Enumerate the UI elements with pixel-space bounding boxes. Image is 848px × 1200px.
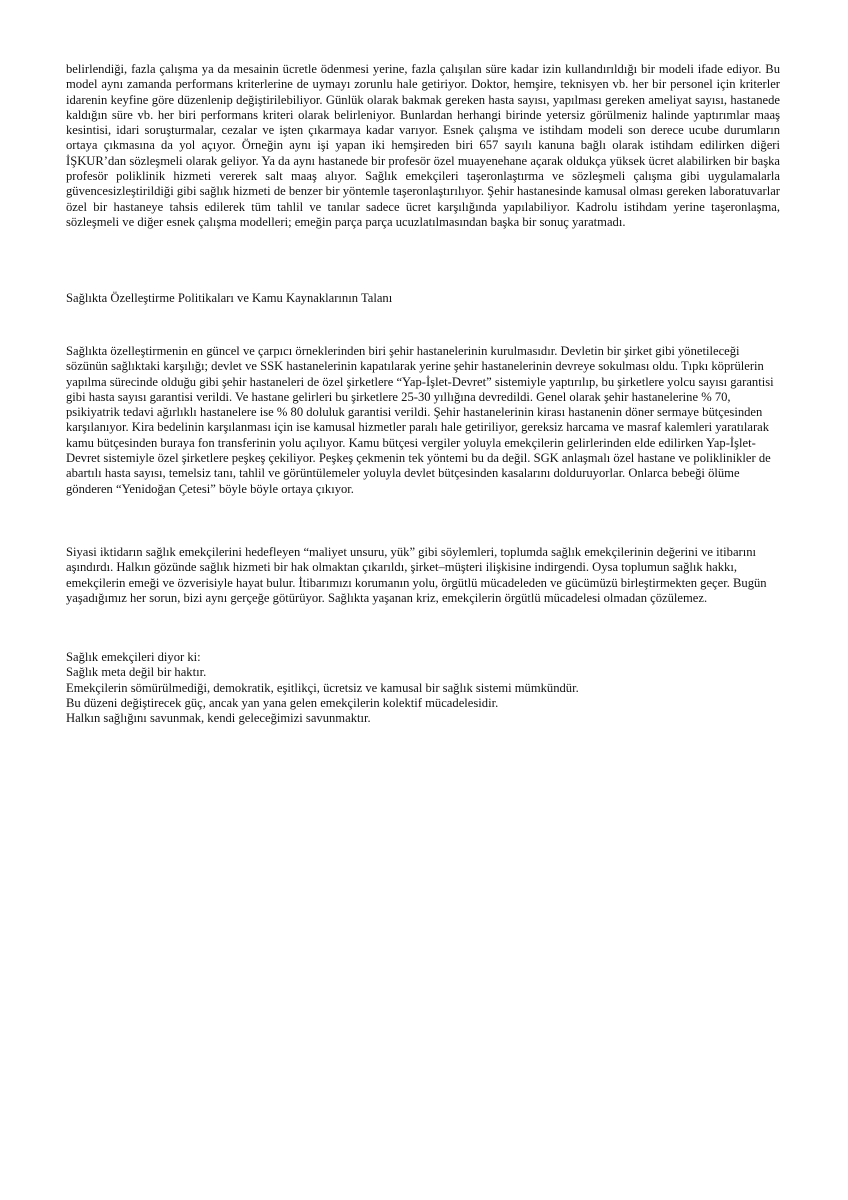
body-paragraph-health-workers: Siyasi iktidarın sağlık emekçilerini hedefleyen “maliyet unsuru, yük” gibi söylemleri, toplumda sağlık emekçilerinin değerini ve itibarını aşındırdı. Halkın gözünde sağlık hizmeti bir hak olmaktan çıkarıldı, şirket–müşteri ilişkisine indirgendi. Oysa toplumun sağlık hakkı, emekçilerin emeği ve özverisiyle hayat bulur. İtibarımızı korumanın yolu, örgütlü mücadeleden ve gücümüzü birleştirmekten geçer. Bugün yaşadığımız her sorun, bizi aynı gerçeğe götürüyor. Sağlıkta yaşanan kriz, emekçilerin örgütlü mücadelesi olmadan çözülemez. [66,545,767,605]
closing-line-3: Bu düzeni değiştirecek güç, ancak yan yana gelen emekçilerin kolektif mücadelesidir. [66,695,499,710]
closing-line-2: Emekçilerin sömürülmediği, demokratik, eşitlikçi, ücretsiz ve kamusal bir sağlık sistemi mümkündür. [66,680,579,695]
body-paragraph-flexible-work: belirlendiği, fazla çalışma ya da mesainin ücretle ödenmesi yerine, fazla çalışılan süre kadar izin kullandırıldığı bir modeli ifade ediyor. Bu model aynı zamanda performans kriterlerine de uymayı zorunlu hale getiriyor. Doktor, hemşire, teknisyen vb. her bir personel için kriterler idarenin keyfine göre düzenlenip değiştirilebiliyor. Günlük olarak bakmak gereken hasta sayısı, yapılması gereken ameliyat sayısı, hastanede kaldığın süre vb. her biri performans kriteri olarak belirleniyor. Bunlardan herhangi birinde yetersiz görülmeniz halinde yaptırımlar maaş kesintisi, idari soruşturmalar, cezalar ve işten çıkarmaya kadar varıyor. Esnek çalışma ve istihdam modeli son derece ucube durumların ortaya çıkmasına da yol açıyor. Örneğin aynı işi yapan iki hemşireden biri 657 sayılı kanuna bağlı olarak istihdam edilirken diğeri İŞKUR’dan sözleşmeli olarak geliyor. Ya da aynı hastanede bir profesör özel muayenehane açarak oldukça yüksek ücret alabilirken bir başka profesör poliklinik hizmeti vererek salt maaş alıyor. Sağlık emekçileri taşeronlaştırma ve sözleşmeli çalışma gibi uygulamalarla güvencesizleştirildiği gibi sağlık hizmeti de benzer bir yöntemle taşeronlaştırılıyor. Şehir hastanesinde kamusal olması gereken laboratuvarlar özel bir hastaneye tahsis edilerek tüm tahlil ve tanılar sadece ücret karşılığında yapılabiliyor. Kadrolu istihdam yerine taşeronlaşma, sözleşmeli ve diğer esnek çalışma modelleri; emeğin parça parça ucuzlatılmasından başka bir sonuç yaratmadı. [66,62,780,229]
closing-statements [66,650,780,726]
closing-intro: Sağlık emekçileri diyor ki: [66,650,201,664]
section-heading: Sağlıkta Özelleştirme Politikaları ve Kamu Kaynaklarının Talanı [66,291,393,305]
closing-line-1: Sağlık meta değil bir haktır. [66,665,207,680]
closing-line-4: Halkın sağlığını savunmak, kendi geleceğimizi savunmaktır. [66,711,371,726]
body-paragraph-city-hospitals: Sağlıkta özelleştirmenin en güncel ve çarpıcı örneklerinden biri şehir hastanelerinin kurulmasıdır. Devletin bir şirket gibi yönetileceği sözünün sağlıktaki karşılığı; devlet ve SSK hastanelerinin kapatılarak yerine şehir hastanelerinin devreye sokulması oldu. Tıpkı köprülerin yapılma sürecinde olduğu gibi şehir hastaneleri de özel şirketlere “Yap-İşlet-Devret” sistemiyle yaptırılıp, bu şirketlere yolcu sayısı garantisi gibi hasta sayısı garantisi verildi. Ve hastane gelirleri bu şirketlere 25-30 yıllığına devredildi. Genel olarak şehir hastanelerine % 70, psikiyatrik tedavi ağırlıklı hastanelere ise % 80 doluluk garantisi verildi. Şehir hastanelerinin kirası hastanenin döner sermaye bütçesinden karşılanıyor. Kira bedelinin karşılanması için ise kamusal hizmetler paralı hale getiriliyor, gereksiz harcama ve masraf kalemleri yaratılarak kamu bütçesinden buraya fon transferinin yolu açılıyor. Kamu bütçesi vergiler yoluyla emekçilerin gelirlerinden elde edilirken Yap-İşlet-Devret sistemiyle özel şirketlere peşkeş çekiliyor. Peşkeş çekmenin tek yöntemi bu da değil. SGK anlaşmalı özel hastane ve poliklinikler de abartılı hasta sayısı, temelsiz tanı, tahlil ve görüntülemeler yoluyla devlet bütçesinden kasalarını dolduruyorlar. Onlarca bebeği ölüme gönderen “Yenidoğan Çetesi” böyle böyle ortaya çıkıyor. [66,344,774,496]
